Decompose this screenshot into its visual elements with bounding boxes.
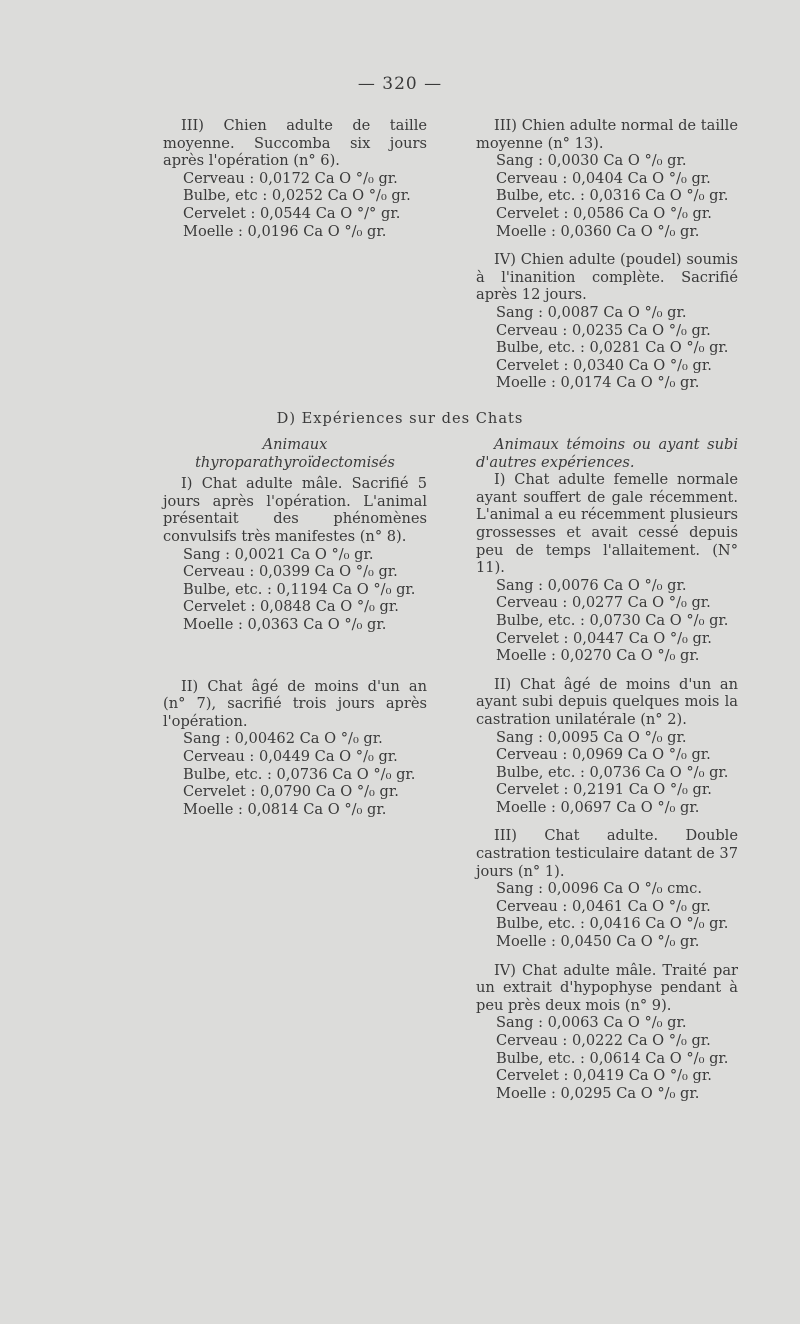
- experiment-heading: III) Chien adulte de taille moyenne. Succomba six jours après l'opération (n° 6).: [163, 117, 427, 170]
- measurement-line: Cervelet : 0,2191 Ca O °/₀ gr.: [496, 781, 712, 799]
- column-subheading: [163, 436, 427, 471]
- measurement-line: Cerveau : 0,0277 Ca O °/₀ gr.: [496, 594, 711, 612]
- experiment-heading: II) Chat âgé de moins d'un an ayant subi depuis quelques mois la castration unilatérale (n° 2).: [476, 675, 738, 728]
- subheading-line: Animaux: [262, 436, 328, 453]
- measurement-line: Cerveau : 0,0404 Ca O °/₀ gr.: [496, 169, 711, 187]
- bottom-left-column: [163, 436, 427, 829]
- measurement-line: Moelle : 0,0814 Ca O °/₀ gr.: [183, 800, 387, 818]
- measurement-line: Cervelet : 0,0544 Ca O °/° gr.: [183, 204, 401, 222]
- measurement-line: Moelle : 0,0196 Ca O °/₀ gr.: [183, 222, 387, 240]
- measurement-line: Bulbe, etc. : 0,0736 Ca O °/₀ gr.: [496, 763, 729, 781]
- measurement-line: Cerveau : 0,0969 Ca O °/₀ gr.: [496, 746, 711, 764]
- measurement-line: Moelle : 0,0697 Ca O °/₀ gr.: [496, 798, 700, 816]
- measurement-line: Cervelet : 0,0848 Ca O °/₀ gr.: [183, 598, 399, 616]
- measurement-line: Cerveau : 0,0235 Ca O °/₀ gr.: [496, 321, 711, 339]
- experiment-block: [476, 251, 738, 392]
- experiment-block: [163, 117, 427, 240]
- measurement-line: Moelle : 0,0360 Ca O °/₀ gr.: [496, 222, 700, 240]
- measurement-line: Sang : 0,0096 Ca O °/₀ cmc.: [496, 880, 702, 898]
- experiment-block: [476, 117, 738, 240]
- measurement-line: Bulbe, etc. : 0,1194 Ca O °/₀ gr.: [183, 580, 416, 598]
- subheading-line: thyroparathyroïdectomisés: [195, 453, 395, 471]
- measurement-line: Cervelet : 0,0419 Ca O °/₀ gr.: [496, 1067, 712, 1085]
- experiment-heading: I) Chat adulte mâle. Sacrifié 5 jours après l'opération. L'animal présentait des phénomènes convulsifs très manifestes (n° 8).: [163, 475, 427, 545]
- top-left-column: [163, 117, 427, 251]
- page-number: — 320 —: [357, 74, 443, 94]
- column-subheading: Animaux témoins ou ayant subi d'autres expériences.: [476, 436, 738, 471]
- measurement-line: Sang : 0,0095 Ca O °/₀ gr.: [496, 728, 687, 746]
- measurement-line: Cerveau : 0,0449 Ca O °/₀ gr.: [183, 747, 398, 765]
- measurement-line: Sang : 0,0076 Ca O °/₀ gr.: [496, 576, 687, 594]
- experiment-heading: II) Chat âgé de moins d'un an (n° 7), sacrifié trois jours après l'opération.: [163, 677, 427, 730]
- measurement-line: Cerveau : 0,0461 Ca O °/₀ gr.: [496, 897, 711, 915]
- measurement-line: Cervelet : 0,0790 Ca O °/₀ gr.: [183, 783, 399, 801]
- measurement-line: Sang : 0,0021 Ca O °/₀ gr.: [183, 545, 374, 563]
- measurement-line: Cervelet : 0,0340 Ca O °/₀ gr.: [496, 356, 712, 374]
- experiment-block: [163, 475, 427, 633]
- measurement-line: Moelle : 0,0174 Ca O °/₀ gr.: [496, 374, 700, 392]
- experiment-heading: IV) Chat adulte mâle. Traité par un extrait d'hypophyse pendant à peu près deux mois (n° 9).: [476, 961, 738, 1014]
- experiment-block: [476, 962, 738, 1103]
- experiment-heading: I) Chat adulte femelle normale ayant souffert de gale récemment. L'animal a eu récemment plusieurs grossesses et avait cessé depuis peu de temps l'allaitement. (N° 11).: [476, 471, 738, 577]
- measurement-line: Moelle : 0,0450 Ca O °/₀ gr.: [496, 933, 700, 951]
- measurement-line: Moelle : 0,0363 Ca O °/₀ gr.: [183, 615, 387, 633]
- experiment-block: [163, 678, 427, 819]
- measurement-line: Cerveau : 0,0222 Ca O °/₀ gr.: [496, 1032, 711, 1049]
- experiment-heading: III) Chat adulte. Double castration testiculaire datant de 37 jours (n° 1).: [476, 827, 738, 880]
- measurement-line: Bulbe, etc : 0,0252 Ca O °/₀ gr.: [183, 187, 411, 205]
- measurement-line: Cerveau : 0,0399 Ca O °/₀ gr.: [183, 563, 398, 581]
- measurement-line: Bulbe, etc. : 0,0281 Ca O °/₀ gr.: [496, 339, 729, 357]
- measurement-line: Cervelet : 0,0447 Ca O °/₀ gr.: [496, 629, 712, 647]
- section-heading: D) Expériences sur des Chats: [276, 410, 524, 427]
- bottom-right-column: [476, 436, 738, 1113]
- measurement-line: Bulbe, etc. : 0,0614 Ca O °/₀ gr.: [496, 1049, 729, 1067]
- measurement-line: Cerveau : 0,0172 Ca O °/₀ gr.: [183, 169, 398, 187]
- measurement-line: Moelle : 0,0295 Ca O °/₀ gr.: [496, 1084, 700, 1102]
- experiment-heading: IV) Chien adulte (poudel) soumis à l'inanition complète. Sacrifié après 12 jours.: [476, 251, 738, 304]
- measurement-line: Bulbe, etc. : 0,0416 Ca O °/₀ gr.: [496, 915, 729, 933]
- measurement-line: Bulbe, etc. : 0,0730 Ca O °/₀ gr.: [496, 611, 729, 629]
- measurement-line: Cervelet : 0,0586 Ca O °/₀ gr.: [496, 204, 712, 222]
- experiment-block: [476, 676, 738, 817]
- measurement-line: Bulbe, etc. : 0,0316 Ca O °/₀ gr.: [496, 187, 729, 205]
- top-right-column: [476, 117, 738, 403]
- measurement-line: Sang : 0,0087 Ca O °/₀ gr.: [496, 303, 687, 321]
- measurement-line: Moelle : 0,0270 Ca O °/₀ gr.: [496, 647, 700, 665]
- measurement-line: Sang : 0,0030 Ca O °/₀ gr.: [496, 152, 687, 170]
- measurement-line: Bulbe, etc. : 0,0736 Ca O °/₀ gr.: [183, 765, 416, 783]
- measurement-line: Sang : 0,00462 Ca O °/₀ gr.: [183, 730, 383, 748]
- measurement-line: Sang : 0,0063 Ca O °/₀ gr.: [496, 1014, 687, 1032]
- experiment-heading: III) Chien adulte normal de taille moyenne (n° 13).: [476, 117, 738, 152]
- experiment-block: [476, 471, 738, 665]
- experiment-block: [476, 827, 738, 950]
